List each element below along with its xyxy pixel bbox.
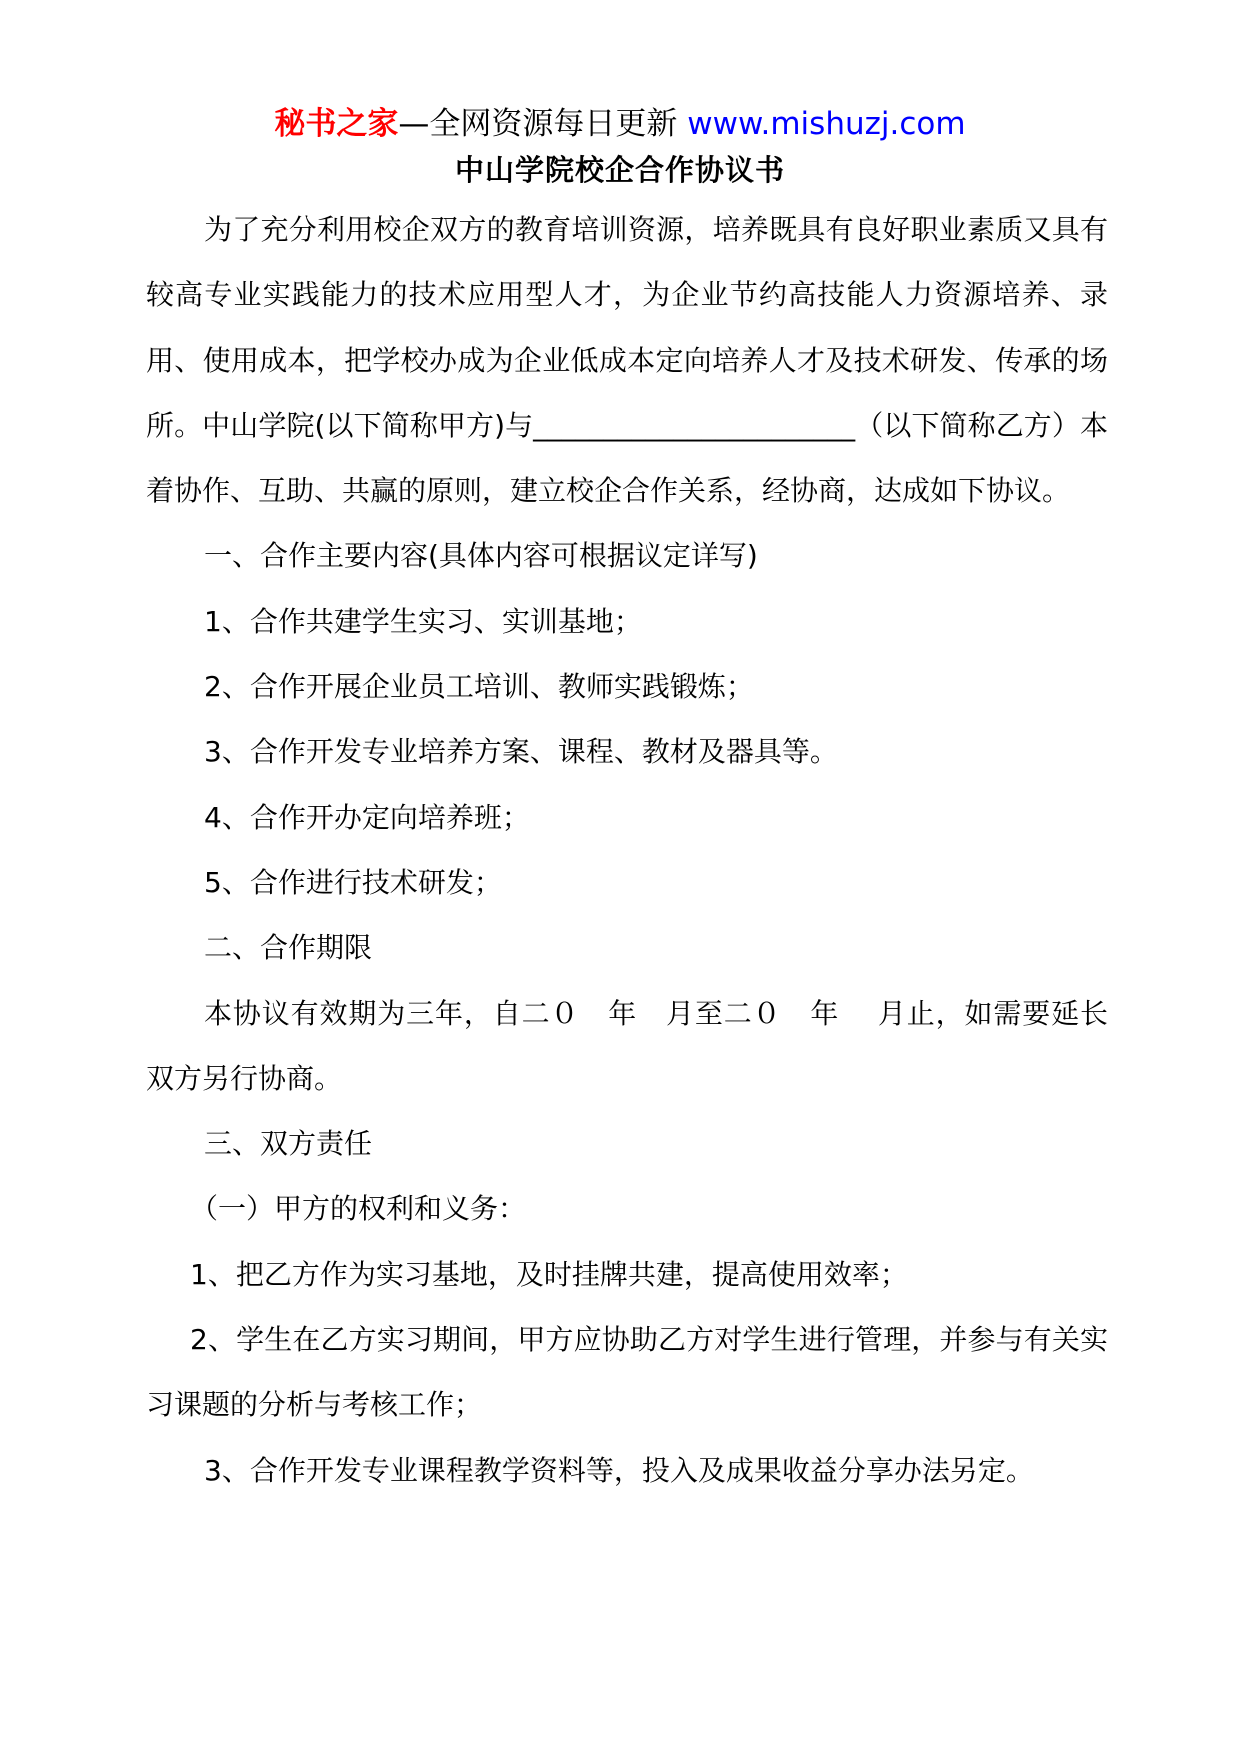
term-paragraph: 本协议有效期为三年，自二０ 年 月至二０ 年 月止，如需要延长双方另行协商。 (146, 996, 1108, 1095)
list-item: 1、把乙方作为实习基地，及时挂牌共建，提高使用效率； (190, 1257, 908, 1291)
list-item: 1、合作共建学生实习、实训基地； (204, 604, 642, 638)
site-url-link[interactable]: www.mishuzj.com (687, 106, 966, 142)
section-heading-responsibilities: 三、双方责任 (204, 1127, 373, 1161)
section-heading-cooperation-content: 一、合作主要内容(具体内容可根据议定详写) (204, 539, 758, 573)
brand-name: 秘书之家 (274, 106, 399, 142)
list-item: 5、合作进行技术研发； (204, 865, 502, 899)
header-tagline: —全网资源每日更新 (398, 106, 678, 142)
list-item: 2、合作开展企业员工培训、教师实践锻炼； (204, 670, 754, 704)
document-body (146, 197, 1108, 1503)
list-item: 3、合作开发专业课程教学资料等，投入及成果收益分享办法另定。 (204, 1453, 1034, 1487)
site-header (0, 104, 1240, 144)
document-title: 中山学院校企合作协议书 (454, 153, 785, 187)
intro-paragraph: 为了充分利用校企双方的教育培训资源，培养既具有良好职业素质又具有较高专业实践能力的技术应用型人才，为企业节约高技能人力资源培养、录用、使用成本，把学校办成为企业低成本定向培养人才及技术研发、传承的场所。中山学院(以下简称甲方)与_______________________（以下简称乙方）本着协作、互助、共赢的原则，建立校企合作关系，经协商，达成如下协议。 (146, 213, 1108, 508)
list-item: 2、学生在乙方实习期间，甲方应协助乙方对学生进行管理，并参与有关实习课题的分析与考核工作； (146, 1323, 1108, 1422)
section-heading-term: 二、合作期限 (204, 931, 373, 965)
list-item: 4、合作开办定向培养班； (204, 800, 530, 834)
subsection-heading-party-a: （一）甲方的权利和义务： (190, 1192, 527, 1226)
list-item: 3、合作开发专业培养方案、课程、教材及器具等。 (204, 735, 838, 769)
